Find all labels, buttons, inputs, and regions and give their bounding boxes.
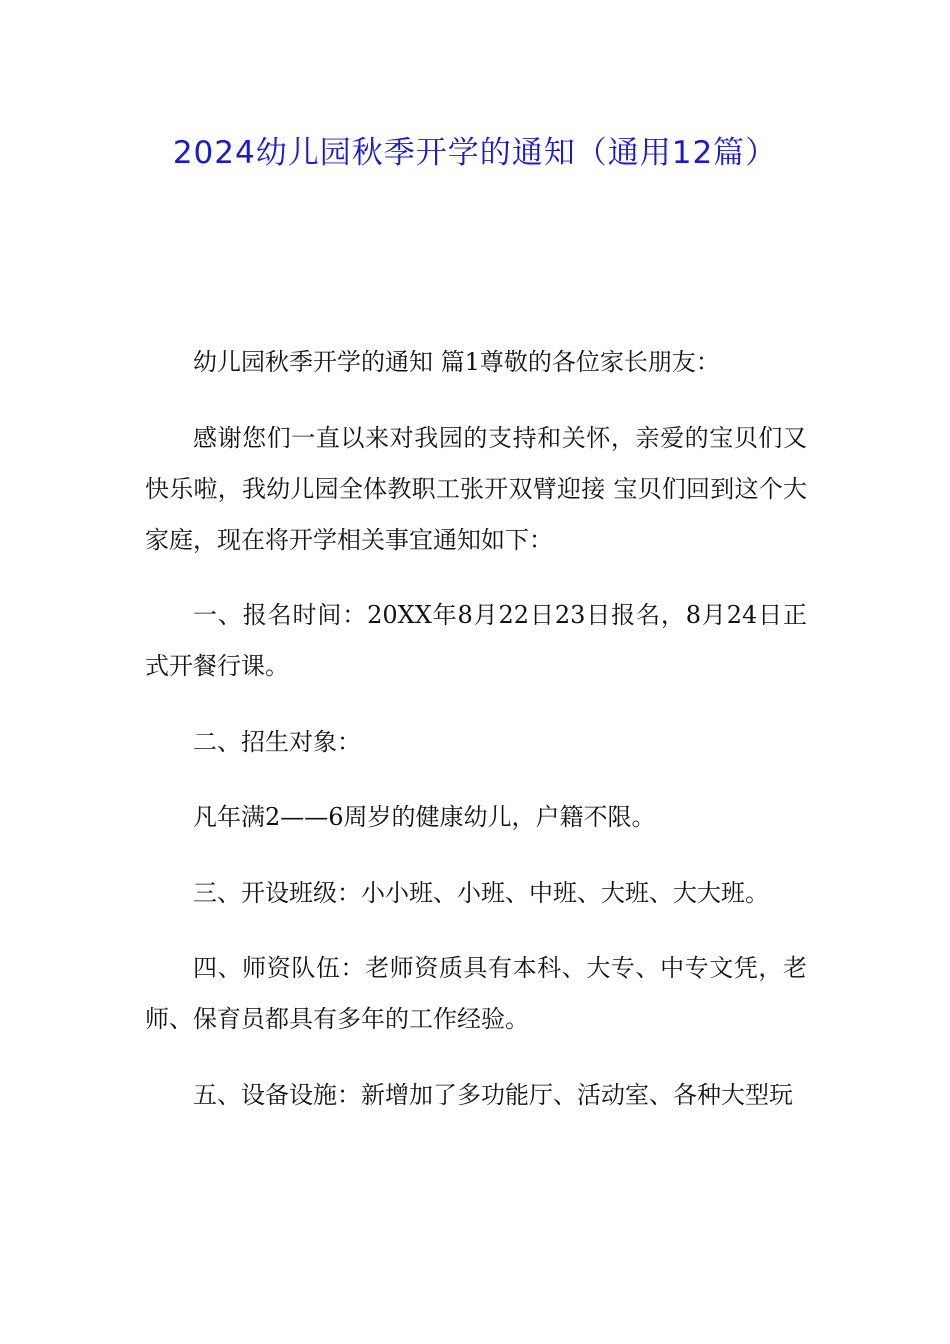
paragraph-greeting: 幼儿园秋季开学的通知 篇1尊敬的各位家长朋友： bbox=[193, 348, 720, 376]
paragraph-registration-time: 一、报名时间：20XX年8月22日23日报名，8月24日正式开餐行课。 bbox=[145, 601, 807, 680]
paragraph-classes: 三、开设班级：小小班、小班、中班、大班、大大班。 bbox=[193, 878, 769, 907]
paragraph-enrollment-heading: 二、招生对象： bbox=[193, 727, 361, 756]
document-title: 2024幼儿园秋季开学的通知（通用12篇） bbox=[172, 135, 778, 171]
paragraph-teachers: 四、师资队伍：老师资质具有本科、大专、中专文凭，老师、保育员都具有多年的工作经验。 bbox=[145, 954, 807, 1033]
paragraph-facilities: 五、设备设施：新增加了多功能厅、活动室、各种大型玩 bbox=[193, 1080, 793, 1109]
paragraph-enrollment-target: 凡年满2——6周岁的健康幼儿，户籍不限。 bbox=[193, 803, 656, 831]
paragraph-intro: 感谢您们一直以来对我园的支持和关怀，亲爱的宝贝们又快乐啦，我幼儿园全体教职工张开双臂迎接 宝贝们回到这个大家庭，现在将开学相关事宜通知如下： bbox=[145, 423, 807, 554]
document-body bbox=[145, 337, 807, 1145]
